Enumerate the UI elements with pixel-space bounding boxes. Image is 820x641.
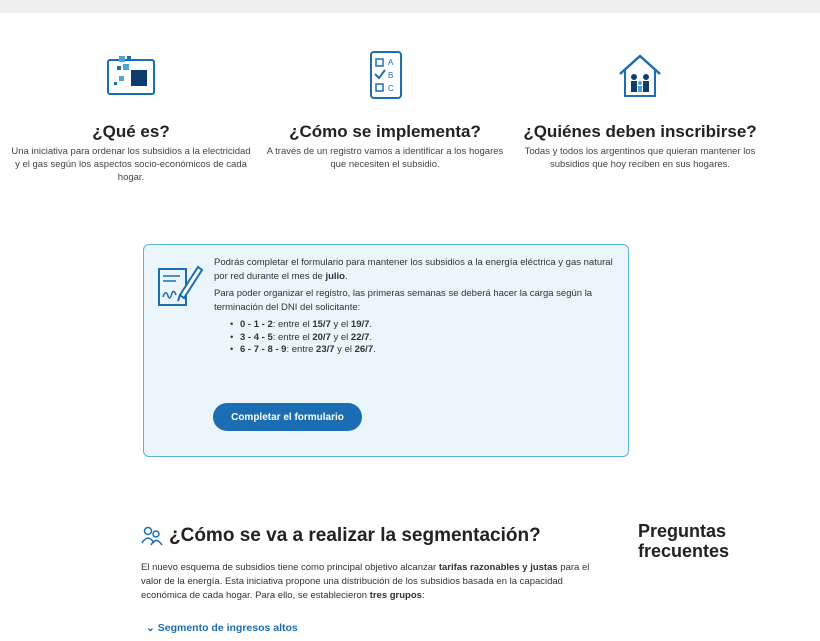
dashboard-grid-icon bbox=[105, 50, 157, 102]
feature-desc: Una iniciativa para ordenar los subsidios a la electricidad y el gas según los aspectos socio-económicos de cada hogar. bbox=[11, 146, 251, 183]
list-item: • 0 - 1 - 2: entre el 15/7 y el 19/7. bbox=[230, 319, 614, 332]
top-bar bbox=[0, 0, 820, 13]
svg-text:A: A bbox=[388, 58, 394, 67]
dni-schedule-list bbox=[230, 319, 614, 357]
feature-title: ¿Cómo se implementa? bbox=[289, 122, 481, 141]
feature-como-se-implementa bbox=[260, 50, 510, 171]
registration-info-box bbox=[143, 244, 629, 457]
list-item: • 3 - 4 - 5: entre el 20/7 y el 22/7. bbox=[230, 332, 614, 345]
feature-que-es bbox=[6, 50, 256, 184]
svg-text:C: C bbox=[388, 84, 394, 93]
checklist-icon bbox=[359, 50, 411, 102]
house-family-icon bbox=[614, 50, 666, 102]
feature-desc: Todas y todos los argentinos que quieran mantener los subsidios que hoy reciben en sus hogares. bbox=[524, 146, 756, 170]
feature-title: ¿Qué es? bbox=[92, 122, 170, 141]
feature-title: ¿Quiénes deben inscribirse? bbox=[523, 122, 757, 141]
segment-link-label: Segmento de ingresos altos bbox=[157, 622, 298, 634]
segmentation-description: El nuevo esquema de subsidios tiene como principal objetivo alcanzar tarifas razonables y justas para el valor de la energía. Esta iniciativa propone una distribución de los subsidios basada en la capacidad económica de cada hogar. Para ello, se establecieron tres grupos: bbox=[141, 562, 590, 601]
people-group-icon bbox=[141, 525, 163, 547]
info-paragraph-2: Para poder organizar el registro, las primeras semanas se deberá hacer la carga según la terminación del DNI del solicitante: bbox=[214, 288, 593, 313]
segmentation-heading bbox=[141, 525, 541, 547]
faq-heading[interactable]: Preguntas frecuentes bbox=[638, 521, 730, 561]
svg-text:B: B bbox=[388, 71, 394, 80]
feature-desc: A través de un registro vamos a identificar a los hogares que necesiten el subsidio. bbox=[266, 146, 504, 170]
signing-document-icon bbox=[154, 261, 204, 311]
segmentation-title: ¿Cómo se va a realizar la segmentación? bbox=[169, 525, 541, 546]
feature-quienes-deben-inscribirse bbox=[515, 50, 765, 171]
info-paragraph-1: Podrás completar el formulario para mantener los subsidios a la energía eléctrica y gas natural por red durante el mes de julio. bbox=[214, 257, 613, 282]
chevron-down-icon: ⌄ bbox=[146, 622, 155, 634]
list-item: • 6 - 7 - 8 - 9: entre 23/7 y el 26/7. bbox=[230, 344, 614, 357]
complete-form-button[interactable]: Completar el formulario bbox=[213, 403, 362, 431]
segment-high-income-toggle[interactable] bbox=[146, 622, 298, 634]
